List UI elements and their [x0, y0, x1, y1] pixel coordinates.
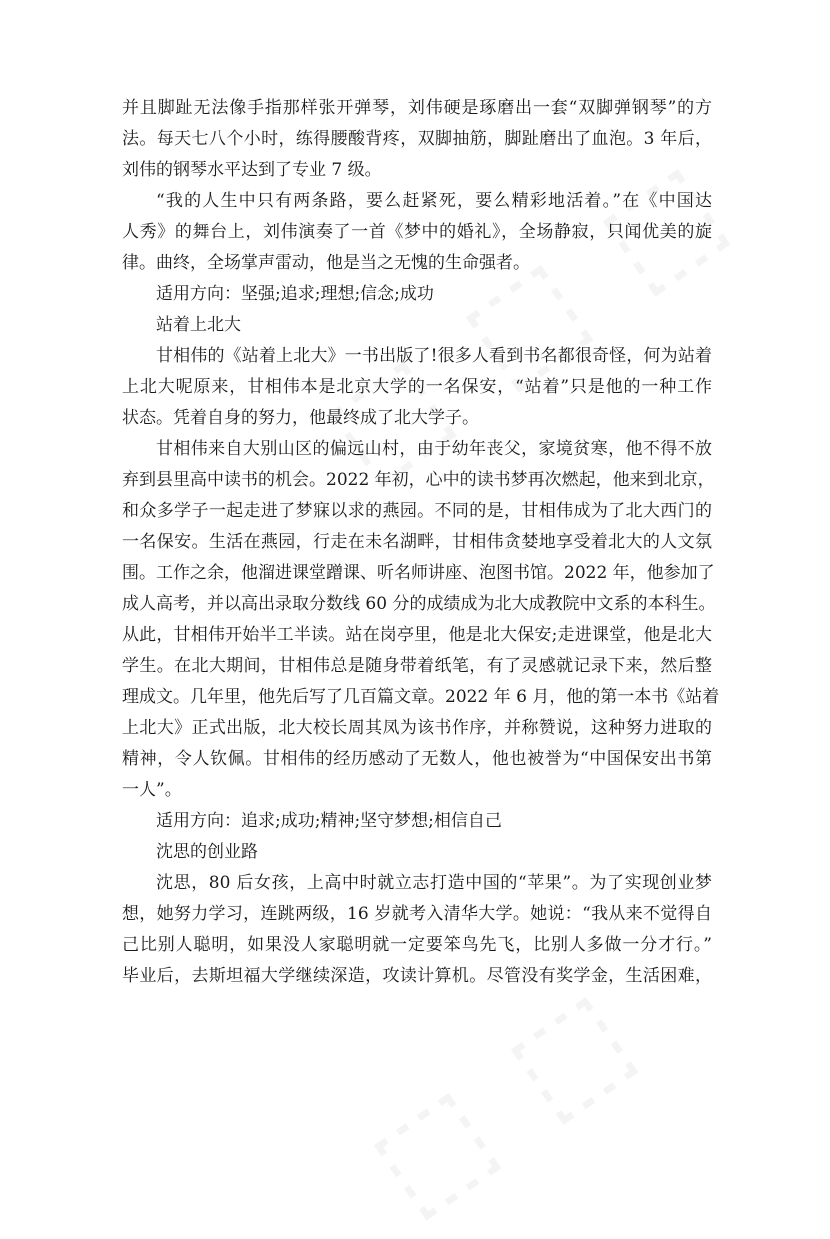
text-line: 一名保安。生活在燕园，行走在未名湖畔，甘相伟贪婪地享受着北大的人文氛: [122, 532, 712, 552]
applicable-direction-line: 适用方向：坚强;追求;理想;信念;成功: [156, 284, 434, 304]
text-line: 从此，甘相伟开始半工半读。站在岗亭里，他是北大保安;走进课堂，他是北大: [122, 625, 712, 645]
text-line: 一人”。: [122, 780, 182, 800]
text-line: 人秀》的舞台上，刘伟演奏了一首《梦中的婚礼》，全场静寂，只闻优美的旋: [122, 222, 712, 242]
text-line: 和众多学子一起走进了梦寐以求的燕园。不同的是，甘相伟成为了北大西门的: [122, 501, 712, 521]
section-heading: 站着上北大: [156, 315, 241, 335]
watermark-graphic: [346, 960, 660, 1238]
text-line: 想，她努力学习，连跳两级，16 岁就考入清华大学。她说：“我从来不觉得自: [122, 904, 712, 924]
text-line: 沈思，80 后女孩，上高中时就立志打造中国的“苹果”。为了实现创业梦: [156, 873, 712, 893]
section-heading: 沈思的创业路: [156, 842, 258, 862]
text-line: 精神，令人钦佩。甘相伟的经历感动了无数人，他也被誉为“中国保安出书第: [122, 749, 712, 769]
document-body: [122, 93, 720, 992]
text-line: 甘相伟来自大别山区的偏远山村，由于幼年丧父，家境贫寒，他不得不放: [156, 439, 712, 459]
applicable-direction-line: 适用方向：追求;成功;精神;坚守梦想;相信自己: [156, 811, 502, 831]
text-line: 并且脚趾无法像手指那样张开弹琴，刘伟硬是琢磨出一套“双脚弹钢琴”的方: [122, 98, 712, 118]
text-line: 己比别人聪明，如果没人家聪明就一定要笨鸟先飞，比别人多做一分才行。”: [122, 935, 712, 955]
text-line: 理成文。几年里，他先后写了几百篇文章。2022 年 6 月，他的第一本书《站着: [122, 687, 720, 707]
text-line: 上北大呢原来，甘相伟本是北京大学的一名保安，“站着”只是他的一种工作: [122, 377, 712, 397]
text-line: “我的人生中只有两条路，要么赶紧死，要么精彩地活着。”在《中国达: [156, 191, 712, 211]
text-line: 甘相伟的《站着上北大》一书出版了!很多人看到书名都很奇怪，何为站着: [156, 346, 712, 366]
text-line: 弃到县里高中读书的机会。2022 年初，心中的读书梦再次燃起，他来到北京，: [122, 470, 715, 490]
text-line: 成人高考，并以高出录取分数线 60 分的成绩成为北大成教院中文系的本科生。: [122, 594, 716, 614]
text-line: 毕业后，去斯坦福大学继续深造，攻读计算机。尽管没有奖学金，生活困难，: [122, 966, 712, 986]
text-line: 上北大》正式出版，北大校长周其凤为该书作序，并称赞说，这种努力进取的: [122, 718, 712, 738]
text-line: 法。每天七八个小时，练得腰酸背疼，双脚抽筋，脚趾磨出了血泡。3 年后，: [122, 129, 712, 149]
text-line: 刘伟的钢琴水平达到了专业 7 级。: [122, 160, 382, 180]
text-line: 围。工作之余，他溜进课堂蹭课、听名师讲座、泡图书馆。2022 年，他参加了: [122, 563, 715, 583]
text-line: 学生。在北大期间，甘相伟总是随身带着纸笔，有了灵感就记录下来，然后整: [122, 656, 712, 676]
text-line: 状态。凭着自身的努力，他最终成了北大学子。: [122, 408, 479, 428]
text-line: 律。曲终，全场掌声雷动，他是当之无愧的生命强者。: [122, 253, 530, 273]
